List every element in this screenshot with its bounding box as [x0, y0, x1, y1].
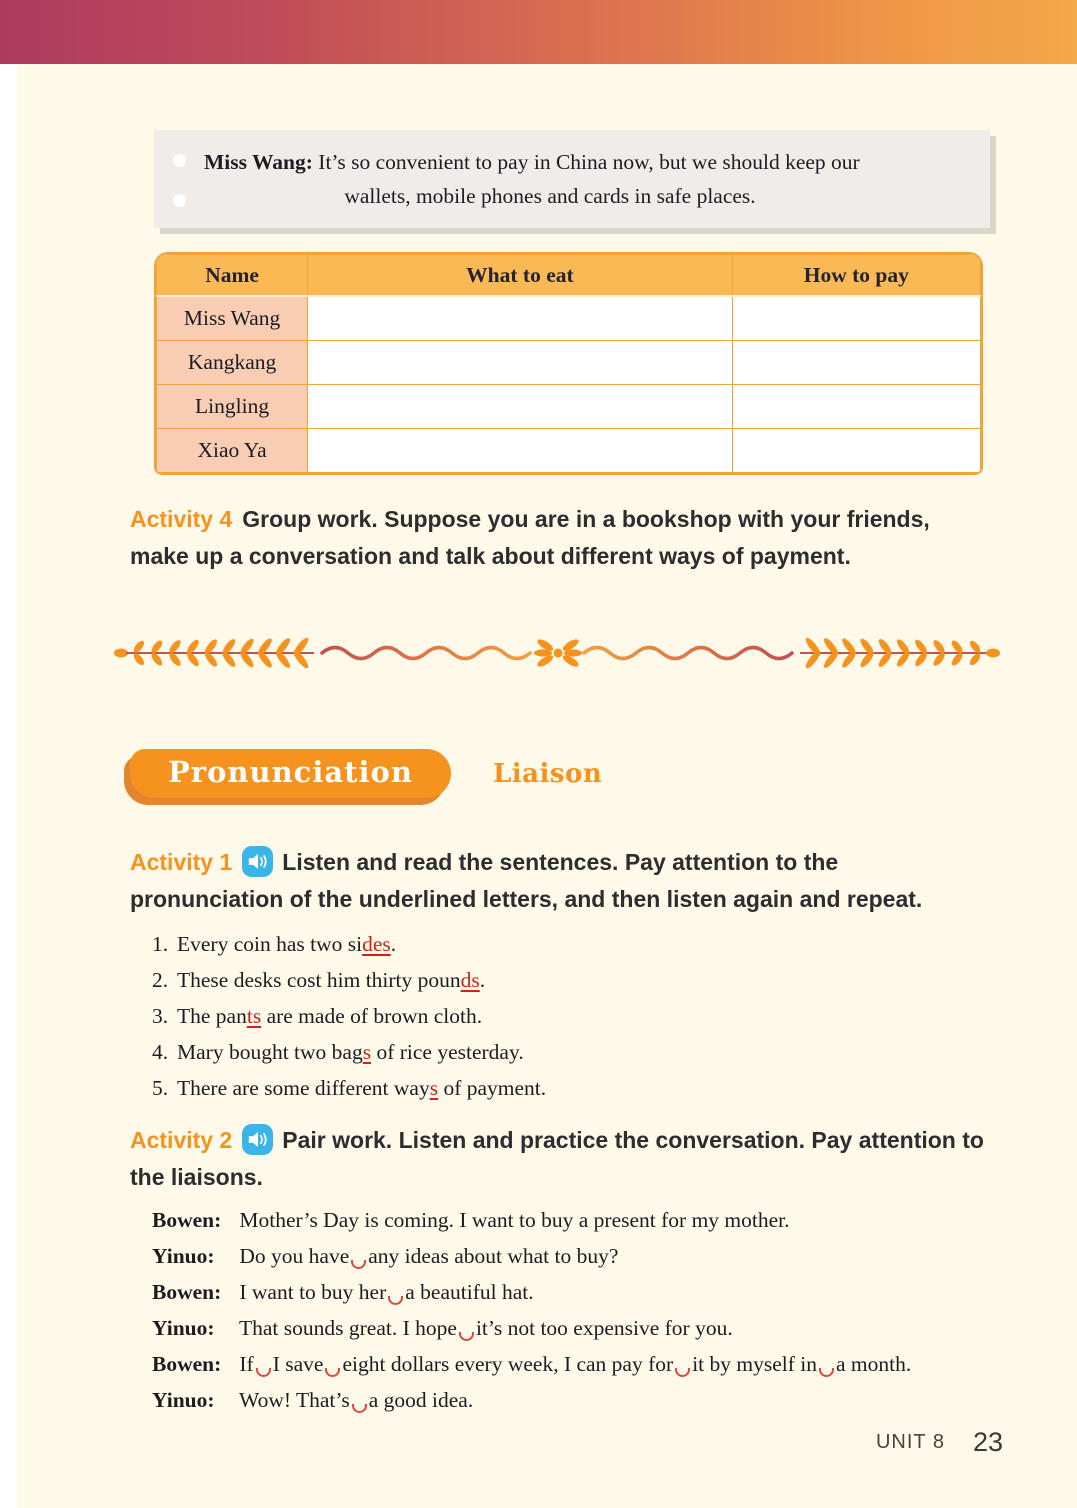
dialog-line — [152, 1274, 1077, 1310]
text-run: it’s not too expensive for you. — [475, 1316, 733, 1340]
dialog-line — [152, 1238, 1077, 1274]
liaison-mark — [388, 1296, 403, 1305]
top-banner — [0, 0, 1077, 64]
activity-2-label: Activity 2 — [130, 1127, 233, 1153]
pronunciation-topic: Liaison — [493, 758, 603, 789]
text-run: of payment. — [438, 1076, 547, 1100]
unit-label: UNIT 8 — [875, 1431, 945, 1453]
underlined-letters: des — [362, 932, 391, 956]
pronunciation-badge: Pronunciation — [130, 749, 451, 798]
text-run: There are some different way — [177, 1076, 430, 1100]
page-left-margin — [0, 64, 17, 1508]
liaison-mark — [675, 1368, 690, 1377]
activity-1-heading — [130, 844, 991, 918]
text-run: . — [390, 932, 397, 956]
table-header-row — [157, 255, 981, 297]
dialog-speaker: Bowen: — [152, 1208, 222, 1232]
table-row — [157, 296, 981, 341]
activity-4-text: Group work. Suppose you are in a bookshop with your friends, make up a conversation and talk about different ways of payment. — [130, 506, 930, 569]
answer-cell — [308, 429, 733, 473]
text-run: Do you have — [239, 1244, 350, 1268]
text-run: I want to buy her — [239, 1280, 387, 1304]
page-number: 23 — [972, 1427, 1003, 1457]
underlined-letters: ds — [460, 968, 480, 992]
name-cell: Miss Wang — [157, 296, 308, 341]
text-run: Mary bought two bag — [177, 1040, 363, 1064]
answer-cell — [732, 385, 980, 429]
pronunciation-row — [130, 749, 1077, 798]
speaker-icon — [242, 1124, 273, 1155]
dialog-speaker: Bowen: — [152, 1280, 222, 1304]
text-run: a good idea. — [368, 1388, 474, 1412]
text-run: Mother’s Day is coming. I want to buy a present for my mother. — [239, 1208, 790, 1232]
speech-box — [154, 130, 990, 228]
table-row — [157, 341, 981, 385]
sentence-line — [152, 962, 1077, 998]
sentence-line — [152, 926, 1077, 962]
text-run: These desks cost him thirty poun — [177, 968, 461, 992]
text-run: That sounds great. I hope — [239, 1316, 457, 1340]
dialog-speaker: Yinuo: — [152, 1388, 215, 1412]
liaison-mark — [352, 1404, 367, 1413]
dialog-line — [152, 1310, 1077, 1346]
bullet-dot — [173, 154, 186, 167]
dialog-speaker: Bowen: — [152, 1352, 222, 1376]
speaker-name: Miss Wang: — [204, 150, 313, 174]
underlined-letters: s — [429, 1076, 439, 1100]
text-run: any ideas about what to buy? — [368, 1244, 619, 1268]
activity-4-heading — [130, 501, 991, 575]
name-cell: Lingling — [157, 385, 308, 429]
sentence-number: 5. — [152, 1076, 169, 1100]
dialog-line — [152, 1202, 1077, 1238]
fill-in-table — [154, 252, 983, 475]
liaison-mark — [256, 1368, 271, 1377]
table-row — [157, 385, 981, 429]
text-run: a month. — [836, 1352, 912, 1376]
dialog-line — [152, 1346, 1077, 1382]
activity-2-text: Pair work. Listen and practice the conversation. Pay attention to the liaisons. — [130, 1127, 984, 1190]
activity-2-heading — [130, 1122, 991, 1196]
answer-cell — [732, 429, 980, 473]
text-run: If — [239, 1352, 254, 1376]
liaison-mark — [351, 1260, 366, 1269]
sentence-line — [152, 1034, 1077, 1070]
text-run: Wow! That’s — [239, 1388, 350, 1412]
speech-line-2: wallets, mobile phones and cards in safe places. — [344, 184, 756, 208]
table-header-cell: Name — [157, 255, 308, 297]
sentence-line — [152, 998, 1077, 1034]
page-footer — [876, 1427, 1003, 1458]
dialog-speaker: Yinuo: — [152, 1244, 215, 1268]
table-header-cell: What to eat — [308, 255, 733, 297]
text-run: Every coin has two si — [177, 932, 363, 956]
answer-cell — [308, 296, 733, 341]
underlined-letters: s — [362, 1040, 372, 1064]
name-cell: Kangkang — [157, 341, 308, 385]
sentence-number: 4. — [152, 1040, 169, 1064]
text-run: it by myself in — [692, 1352, 817, 1376]
liaison-mark — [459, 1332, 474, 1341]
answer-cell — [308, 341, 733, 385]
bullet-dot — [173, 194, 186, 207]
activity-1-text: Listen and read the sentences. Pay attention to the pronunciation of the underlined letters, and then listen again and repeat. — [130, 849, 923, 912]
text-run: are made of brown cloth. — [261, 1004, 483, 1028]
activity-4-label: Activity 4 — [130, 506, 233, 532]
speech-line-1 — [204, 145, 966, 179]
dialog-speaker: Yinuo: — [152, 1316, 215, 1340]
liaison-mark — [819, 1368, 834, 1377]
text-run: . — [479, 968, 486, 992]
answer-cell — [732, 341, 980, 385]
text-run: I save — [272, 1352, 324, 1376]
sentence-list — [152, 926, 1077, 1106]
table-header-cell: How to pay — [732, 255, 980, 297]
speaker-icon — [242, 846, 273, 877]
dialog-line — [152, 1382, 1077, 1418]
sentence-number: 2. — [152, 968, 169, 992]
name-cell: Xiao Ya — [157, 429, 308, 473]
answer-cell — [308, 385, 733, 429]
dialog-list — [152, 1202, 1077, 1418]
text-run: eight dollars every week, I can pay for — [342, 1352, 674, 1376]
activity-1-label: Activity 1 — [130, 849, 233, 875]
sentence-line — [152, 1070, 1077, 1106]
speech-text: It’s so convenient to pay in China now, but we should keep our — [318, 150, 860, 174]
sentence-number: 3. — [152, 1004, 169, 1028]
text-run: of rice yesterday. — [371, 1040, 524, 1064]
liaison-mark — [325, 1368, 340, 1377]
answer-cell — [732, 296, 980, 341]
text-run: The pan — [177, 1004, 247, 1028]
sentence-number: 1. — [152, 932, 169, 956]
underlined-letters: ts — [246, 1004, 262, 1028]
text-run: a beautiful hat. — [405, 1280, 534, 1304]
section-divider — [112, 631, 1002, 675]
table-row — [157, 429, 981, 473]
